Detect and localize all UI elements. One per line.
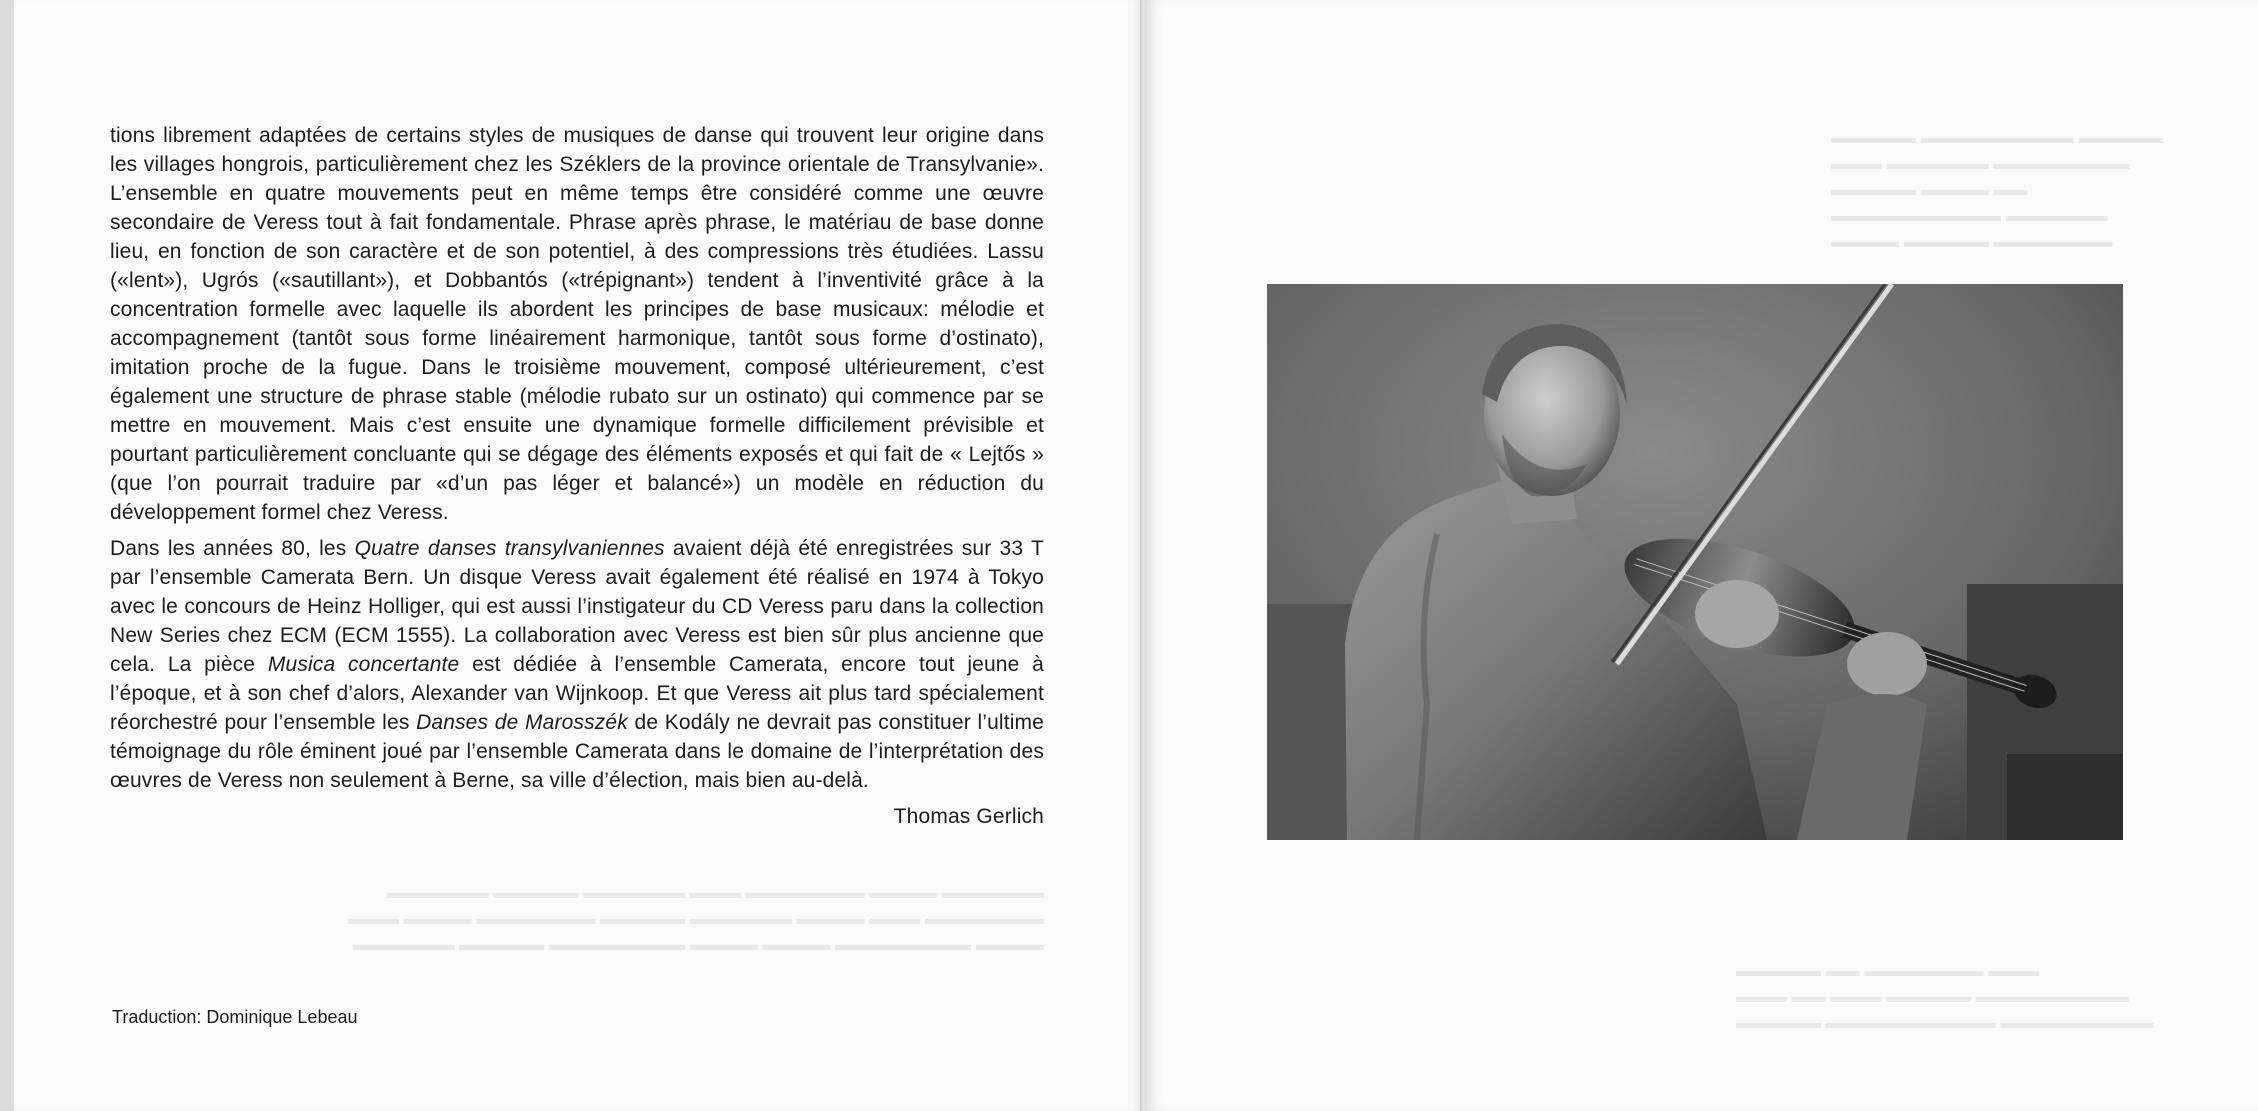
text-run: de Kodály ne devrait pas constituer l’ultime témoignage du rôle éminent joué par l’ensemble Camerata dans le domaine de l’interprétation des œuvres de Veress non seulement à Berne, sa ville d’élection, mais bien au-delà. — [110, 711, 1044, 792]
work-title: Quatre danses transylvaniennes — [354, 537, 665, 560]
text-run: est dédiée à l’ensemble Camerata, encore tout jeune à l’époque, et à son chef d’alors, Alexander van Wijnkoop. Et que Veress ait plus tard spécialement réorchestré pour l’ensemble les — [110, 653, 1044, 734]
work-title: Danses de Marosszék — [416, 711, 628, 734]
violinist-photo — [1267, 284, 2123, 840]
translation-credit: Traduction: Dominique Lebeau — [112, 1007, 358, 1027]
text-run: avaient déjà été enregistrées sur 33 T par l’ensemble Camerata Bern. Un disque Veress avait également été réalisé en 1974 à Tokyo avec le concours de Heinz Holliger, qui est aussi l’instigateur du CD Veress paru dans la collection New Series chez ECM (ECM 1555). La collaboration avec Veress est bien sûr plus ancienne que cela. La pièce — [110, 537, 1044, 676]
essay-paragraph — [110, 121, 1044, 527]
show-through-text: ▬▬▬▬▬ ▬▬▬▬▬▬▬▬▬ ▬▬▬▬▬ ▬▬▬▬▬▬▬▬ ▬▬▬▬▬▬ ▬▬▬ ▬▬ ▬▬▬▬ ▬▬▬▬▬ ▬▬▬▬▬▬ ▬▬▬▬▬▬▬▬▬▬ ▬▬▬▬▬▬▬ ▬▬▬▬▬ ▬▬▬▬ — [1830, 128, 2163, 251]
show-through-text: ▬▬▬ ▬▬▬▬▬▬▬ ▬▬ ▬▬▬▬▬ ▬▬▬▬▬▬▬▬▬ ▬▬▬▬▬ ▬▬▬ ▬▬ ▬▬▬ ▬▬▬▬▬▬▬▬▬ ▬▬▬▬▬▬▬▬▬▬ ▬▬▬▬▬ — [1735, 961, 2153, 1032]
text-run: tions librement adaptées de certains styles de musiques de danse qui trouvent leur origine dans les villages hongrois, particulièrement chez les Széklers de la province orientale de Transylvanie». L’ensemble en quatre mouvements peut en même temps être considéré comme une œuvre secondaire de Veress tout à fait fondamentale. Phrase après phrase, le matériau de base donne lieu, en fonction de son caractère et de son potentiel, à des compressions très étudiées. Lassu («lent»), Ugrós («sautillant»), et Dobbantós («trépignant») tendent à l’inventivité grâce à la concentration formelle avec laquelle ils abordent les principes de base musicaux: mélodie et accompagnement (tantôt sous forme linéairement harmonique, tantôt sous forme d’ostinato), imitation proche de la fugue. Dans le troisième mouvement, composé ultérieurement, c’est également une structure de phrase stable (mélodie rubato sur un ostinato) qui commence par se mettre en mouvement. Mais c’est ensuite une dynamique formelle difficilement prévisible et pourtant particulièrement concluante qui se dégage des éléments exposés et qui fait de « Lejtős » (que l’on pourrait traduire par «d’un pas léger et balancé») un modèle en réduction du développement formel chez Veress. — [110, 124, 1044, 524]
left-page — [14, 0, 1142, 1111]
right-page — [1146, 0, 2258, 1111]
essay-text — [110, 121, 1044, 831]
show-through-text: ▬▬▬▬▬▬ ▬▬▬▬ ▬▬▬▬▬▬▬ ▬▬▬ ▬▬▬▬▬▬ ▬▬▬▬▬ ▬▬▬▬▬▬ ▬▬▬▬▬▬▬ ▬▬▬ ▬▬▬▬ ▬▬▬▬▬▬ ▬▬▬▬▬ ▬▬▬▬▬▬▬ ▬▬▬▬ ▬▬▬ ▬▬▬▬ ▬▬▬▬▬▬▬▬ ▬▬▬▬ ▬▬▬▬ ▬▬▬▬▬▬▬▬ ▬▬▬▬▬ ▬▬▬▬▬▬ — [347, 883, 1044, 954]
work-title: Musica concertante — [267, 653, 460, 676]
author-signature: Thomas Gerlich — [893, 805, 1044, 828]
essay-paragraph — [110, 534, 1044, 795]
text-run: Dans les années 80, les — [110, 537, 355, 560]
